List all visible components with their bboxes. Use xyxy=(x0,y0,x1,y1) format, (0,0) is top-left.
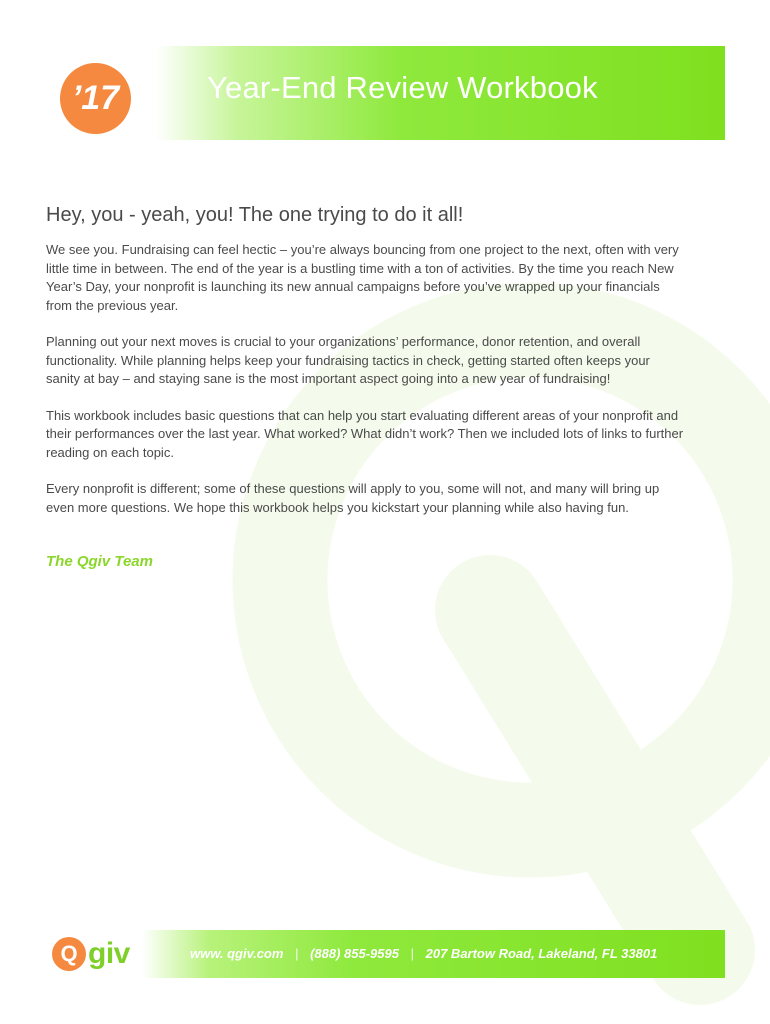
footer-address: 207 Bartow Road, Lakeland, FL 33801 xyxy=(425,946,658,961)
footer-phone: (888) 855-9595 xyxy=(310,946,399,961)
footer-website-link[interactable]: www. qgiv.com xyxy=(190,946,284,961)
signature: The Qgiv Team xyxy=(46,553,153,570)
intro-paragraph-4: Every nonprofit is different; some of these questions will apply to you, some will not, and many will bring up even more questions. We hope this workbook helps you kickstart your planning while also having fun. xyxy=(46,481,660,515)
page-title: Year-End Review Workbook xyxy=(207,70,598,105)
footer-separator: | xyxy=(410,946,414,961)
intro-paragraph-3: This workbook includes basic questions that can help you start evaluating different areas of your nonprofit and their performances over the last year. What worked? What didn’t work? Then we included lots of links to further reading on each topic. xyxy=(46,407,684,460)
footer-contact xyxy=(190,946,657,961)
footer-separator: | xyxy=(295,946,299,961)
logo-wordmark: giv xyxy=(88,937,130,970)
intro-paragraph-2: Planning out your next moves is crucial to your organizations’ performance, donor retention, and overall functionality. While planning helps keep your fundraising tactics in check, getting started often keeps your sanity at bay – and staying sane is the most important aspect going into a new year of fundraising! xyxy=(46,334,650,386)
main-content xyxy=(46,204,686,570)
greeting-heading: Hey, you - yeah, you! The one trying to do it all! xyxy=(46,204,464,226)
intro-paragraph-1: We see you. Fundraising can feel hectic – you’re always bouncing from one project to the next, often with very little time in between. The end of the year is a bustling time with a ton of activities. By the time you reach New Year’s Day, your nonprofit is launching its new annual campaigns before you’ve wrapped up your financials from the previous year. xyxy=(46,242,679,313)
logo-q-mark: Q xyxy=(52,937,86,971)
qgiv-logo xyxy=(52,931,130,977)
year-badge: ’17 xyxy=(60,63,131,134)
